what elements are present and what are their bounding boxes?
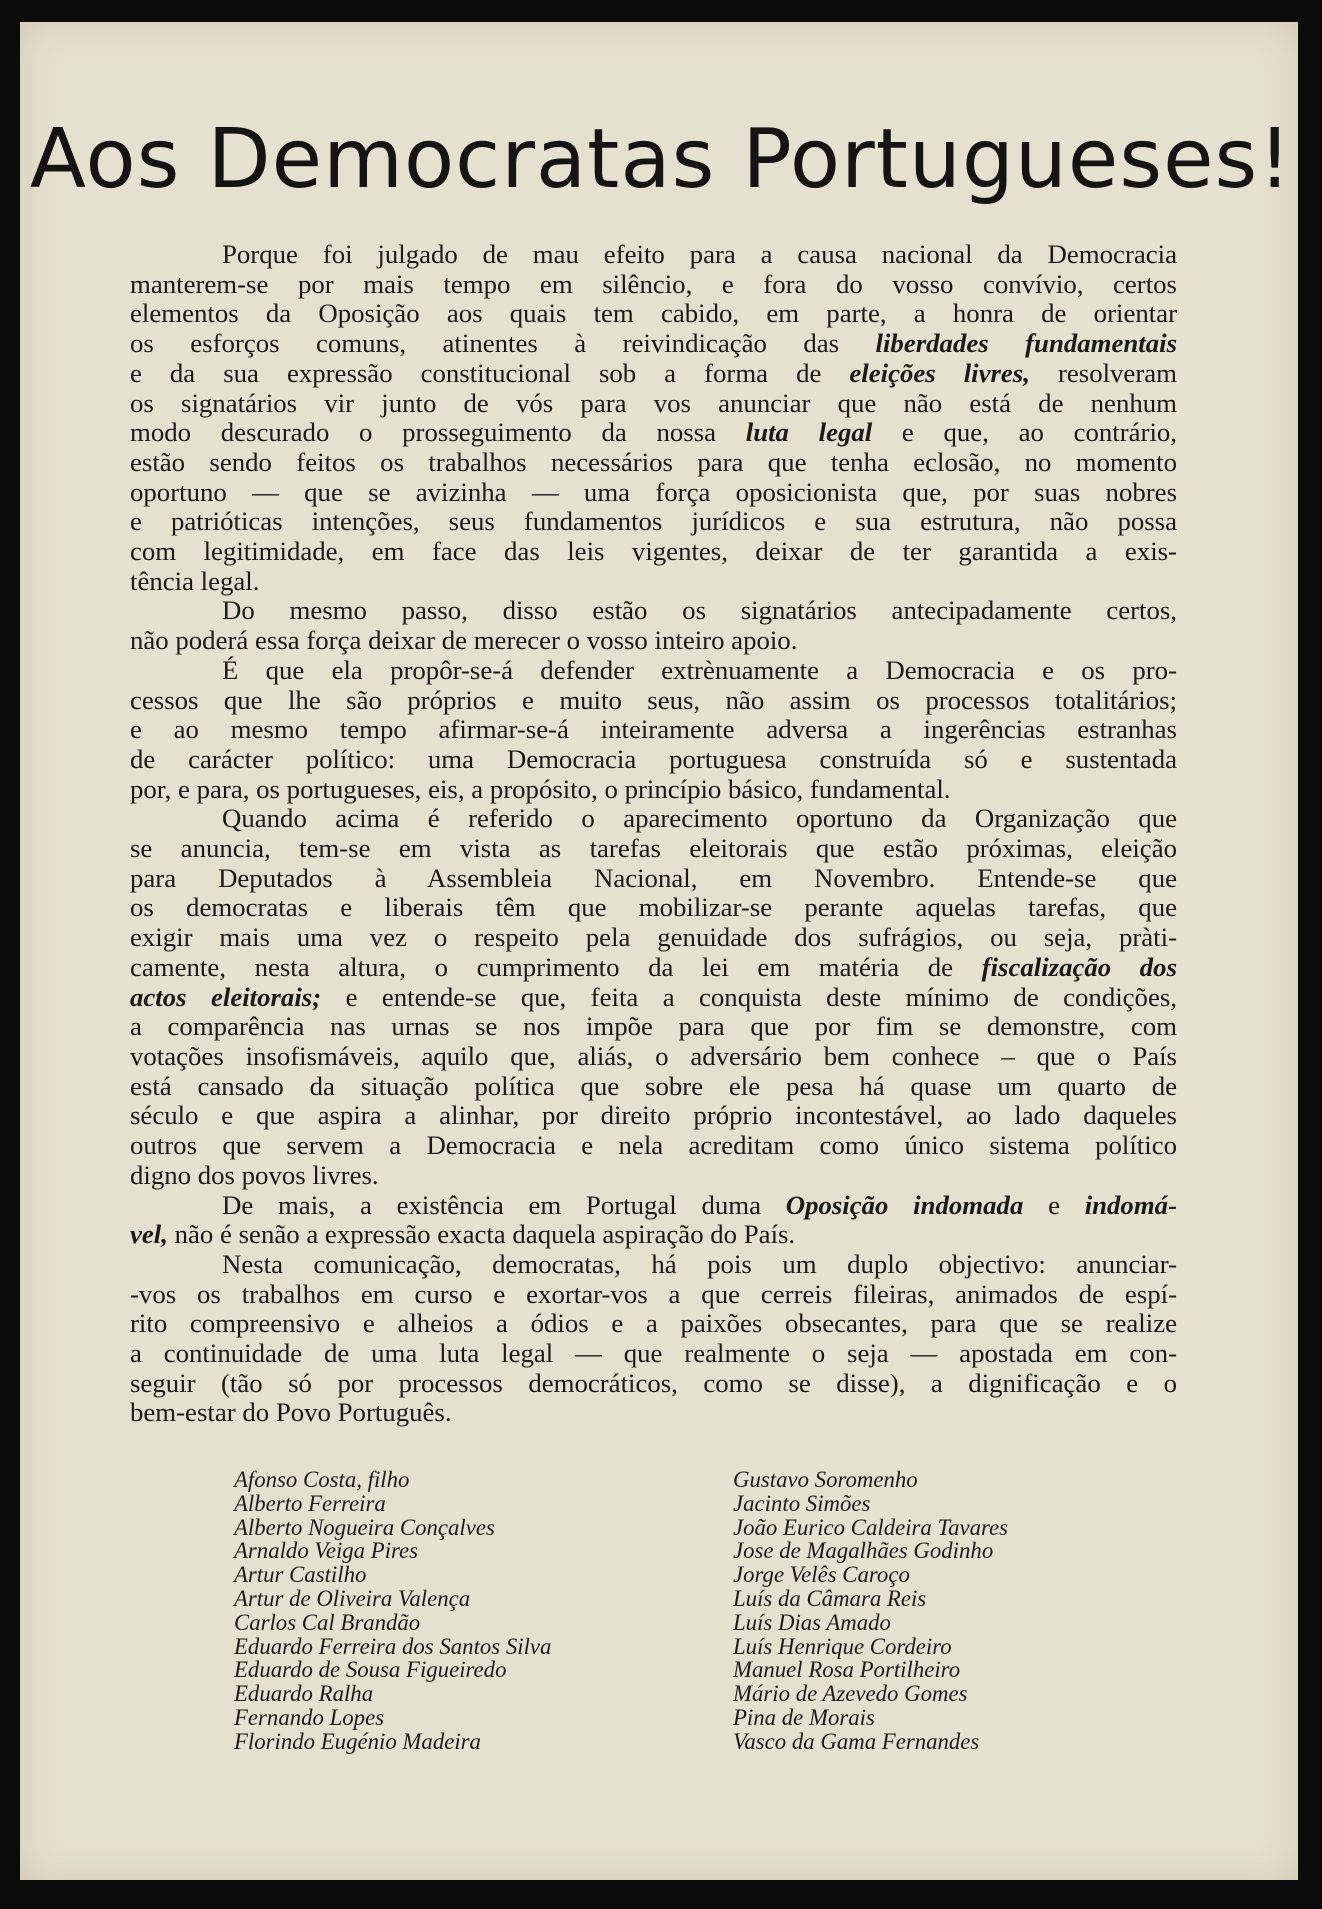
text-line: [130, 359, 1177, 389]
text-run: digno dos povos livres.: [130, 1159, 379, 1190]
text-line: [130, 299, 1177, 329]
text-run: modo descurado o prosseguimento da nossa: [130, 417, 746, 448]
text-run: Nesta comunicação, democratas, há pois um duplo objectivo: anunciar-: [222, 1248, 1177, 1279]
signatory-name: Florindo Eugénio Madeira: [234, 1728, 481, 1754]
text-run: e entende-se que, feita a conquista deste mínimo de condições,: [321, 981, 1177, 1012]
text-line: [130, 923, 1177, 953]
text-line: [130, 1369, 1177, 1399]
signatory-name: Arnaldo Veiga Pires: [234, 1538, 419, 1564]
text-line: [130, 953, 1177, 983]
text-line: [130, 775, 1177, 805]
text-run: tência legal.: [130, 565, 260, 596]
text-run: por, e para, os portugueses, eis, a propósito, o princípio básico, fundamental.: [130, 773, 951, 804]
text-run: Porque foi julgado de mau efeito para a causa nacional da Democracia: [222, 239, 1177, 269]
text-run: seguir (tão só por processos democráticos, como se disse), a dignificação e o: [130, 1367, 1177, 1398]
text-line: [130, 745, 1177, 775]
signatories-left-column: [234, 1468, 551, 1754]
signatory-name: Alberto Ferreira: [234, 1490, 386, 1516]
text-line: [130, 983, 1177, 1013]
signatory-name: Jose de Magalhães Godinho: [733, 1538, 994, 1564]
text-run: resolveram: [1029, 357, 1177, 388]
text-run: de carácter político: uma Democracia portuguesa construída só e sustentada: [130, 743, 1177, 774]
emphasis-text: luta legal: [745, 417, 873, 448]
text-run: bem-estar do Povo Português.: [130, 1397, 452, 1428]
text-line: [130, 270, 1177, 300]
text-line: [130, 478, 1177, 508]
text-line: [130, 507, 1177, 537]
text-line: [130, 893, 1177, 923]
text-line: [130, 567, 1177, 597]
text-run: exigir mais uma vez o respeito pela genuidade dos sufrágios, ou seja, pràti-: [130, 922, 1177, 953]
text-run: -vos os trabalhos em curso e exortar-vos a que cerreis fileiras, animados de espí-: [130, 1278, 1177, 1309]
text-line: [130, 1072, 1177, 1102]
text-run: os signatários vir junto de vós para vos anunciar que não está de nenhum: [130, 387, 1177, 418]
text-line: [130, 329, 1177, 359]
signatory-name: Gustavo Soromenho: [733, 1467, 918, 1492]
text-line: [130, 804, 1177, 834]
text-run: e que, ao contrário,: [872, 417, 1177, 448]
signatory-name: Pina de Morais: [733, 1704, 875, 1730]
text-run: estão sendo feitos os trabalhos necessários para que tenha eclosão, no momento: [130, 446, 1177, 477]
text-line: [130, 1309, 1177, 1339]
text-run: e patrióticas intenções, seus fundamentos jurídicos e sua estrutura, não possa: [130, 506, 1177, 537]
signatory-name: Eduardo Ralha: [234, 1681, 374, 1707]
text-run: não é senão a expressão exacta daquela aspiração do País.: [167, 1219, 796, 1250]
text-line: [130, 834, 1177, 864]
text-run: outros que servem a Democracia e nela acreditam como único sistema político: [130, 1130, 1177, 1161]
text-run: votações insofismáveis, aquilo que, aliás, o adversário bem conhece – que o País: [130, 1040, 1177, 1071]
text-run: a comparência nas urnas se nos impõe para que por fim se demonstre, com: [130, 1011, 1177, 1042]
signatory-name: Fernando Lopes: [234, 1704, 385, 1730]
signatory-name: Luís Henrique Cordeiro: [733, 1633, 952, 1659]
text-line: [130, 1012, 1177, 1042]
signatory-name: Carlos Cal Brandão: [234, 1609, 421, 1635]
text-run: e ao mesmo tempo afirmar-se-á inteiramente adversa a ingerências estranhas: [130, 714, 1177, 745]
text-run: se anuncia, tem-se em vista as tarefas eleitorais que estão próximas, eleição: [130, 833, 1177, 864]
signatory-name: Eduardo de Sousa Figueiredo: [234, 1657, 507, 1683]
text-line: [130, 1280, 1177, 1310]
signatory-name: Manuel Rosa Portilheiro: [733, 1657, 961, 1683]
text-run: manterem-se por mais tempo em silêncio, e fora do vosso convívio, certos: [130, 268, 1177, 299]
text-line: [130, 1250, 1177, 1280]
text-run: os democratas e liberais têm que mobilizar-se perante aquelas tarefas, que: [130, 892, 1177, 923]
emphasis-text: fiscalização dos: [981, 951, 1177, 982]
emphasis-text: eleições livres,: [849, 357, 1030, 388]
text-run: com legitimidade, em face das leis vigentes, deixar de ter garantida a exis-: [130, 536, 1177, 567]
text-line: [130, 240, 1177, 270]
text-line: [130, 686, 1177, 716]
text-run: oportuno — que se avizinha — uma força oposicionista que, por suas nobres: [130, 476, 1177, 507]
text-run: Do mesmo passo, disso estão os signatários antecipadamente certos,: [222, 595, 1177, 626]
text-line: [130, 1398, 1177, 1428]
text-run: a continuidade de uma luta legal — que realmente o seja — apostada em con-: [130, 1338, 1177, 1369]
text-run: elementos da Oposição aos quais tem cabido, em parte, a honra de orientar: [130, 298, 1177, 329]
signatory-name: Afonso Costa, filho: [234, 1467, 410, 1492]
text-line: [130, 448, 1177, 478]
manifesto-text: [130, 240, 1177, 1428]
text-line: [130, 626, 1177, 656]
text-run: Quando acima é referido o aparecimento oportuno da Organização que: [222, 803, 1177, 834]
text-run: os esforços comuns, atinentes à reivindicação das: [130, 328, 876, 359]
signatory-name: João Eurico Caldeira Tavares: [733, 1514, 1009, 1540]
page-title: Aos Democratas Portugueses!: [29, 112, 1293, 207]
emphasis-text: liberdades fundamentais: [875, 328, 1177, 359]
text-run: De mais, a existência em Portugal duma: [222, 1189, 786, 1220]
text-run: está cansado da situação política que sobre ele pesa há quase um quarto de: [130, 1070, 1177, 1101]
text-line: [130, 1220, 1177, 1250]
text-line: [130, 1191, 1177, 1221]
text-line: [130, 1101, 1177, 1131]
text-line: [130, 596, 1177, 626]
text-line: [130, 1161, 1177, 1191]
signatory-name: Vasco da Gama Fernandes: [733, 1728, 980, 1754]
text-run: rito compreensivo e alheios a ódios e a paixões obsecantes, para que se realize: [130, 1308, 1177, 1339]
text-line: [130, 389, 1177, 419]
text-line: [130, 715, 1177, 745]
signatory-name: Alberto Nogueira Conçalves: [234, 1514, 495, 1540]
signatory-name: Luís Dias Amado: [733, 1609, 891, 1635]
text-line: [130, 656, 1177, 686]
text-run: cessos que lhe são próprios e muito seus, não assim os processos totalitários;: [130, 684, 1177, 715]
text-line: [130, 537, 1177, 567]
text-line: [130, 1131, 1177, 1161]
text-run: não poderá essa força deixar de merecer o vosso inteiro apoio.: [130, 625, 798, 656]
signatories-right-column: [733, 1468, 1008, 1754]
text-run: para Deputados à Assembleia Nacional, em Novembro. Entende-se que: [130, 862, 1177, 893]
signatory-name: Luís da Câmara Reis: [733, 1585, 927, 1611]
signatory-name: Artur Castilho: [234, 1562, 367, 1588]
text-line: [130, 864, 1177, 894]
signatory-name: Artur de Oliveira Valença: [234, 1585, 471, 1611]
emphasis-text: Oposição indomada: [785, 1189, 1024, 1220]
emphasis-text: actos eleitorais;: [130, 981, 322, 1012]
signatory-name: Jacinto Simões: [733, 1490, 871, 1516]
signatory-name: Mário de Azevedo Gomes: [733, 1681, 968, 1707]
signatory-name: Jorge Velês Caroço: [733, 1562, 910, 1588]
text-run: século e que aspira a alinhar, por direito próprio incontestável, ao lado daqueles: [130, 1100, 1177, 1131]
text-run: e: [1023, 1189, 1085, 1220]
text-line: [130, 1339, 1177, 1369]
text-line: [130, 1042, 1177, 1072]
emphasis-text: indomá-: [1084, 1189, 1177, 1220]
text-line: [130, 418, 1177, 448]
text-run: É que ela propôr-se-á defender extrènuamente a Democracia e os pro-: [222, 654, 1177, 685]
emphasis-text: vel,: [130, 1219, 168, 1250]
signatory-name: Eduardo Ferreira dos Santos Silva: [234, 1633, 552, 1659]
text-run: camente, nesta altura, o cumprimento da lei em matéria de: [130, 951, 982, 982]
text-run: e da sua expressão constitucional sob a forma de: [130, 357, 850, 388]
